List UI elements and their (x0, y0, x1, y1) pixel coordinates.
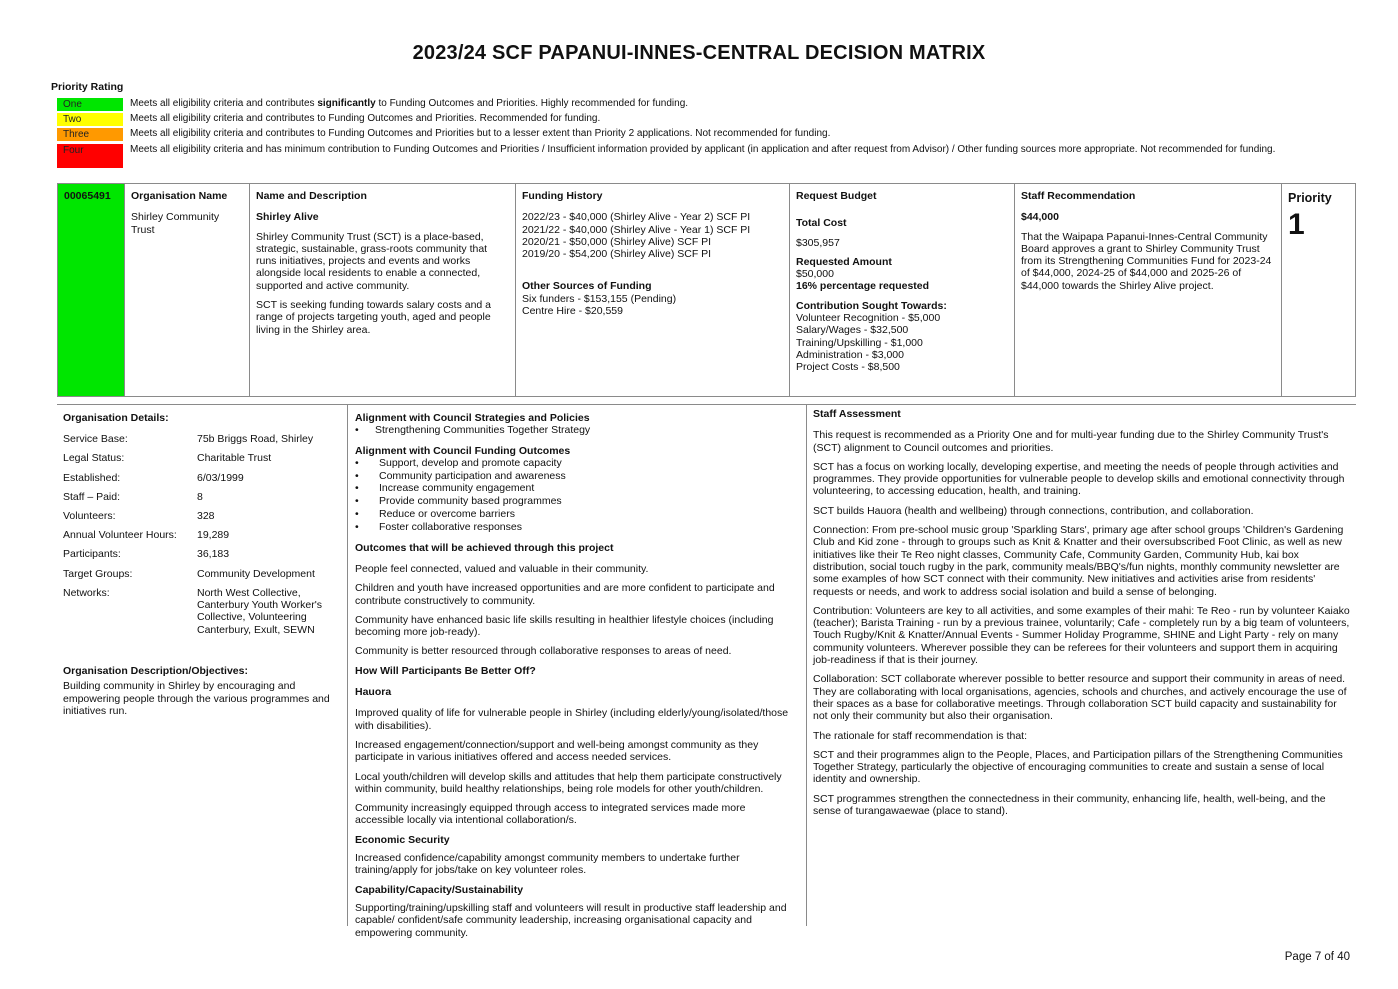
application-table (57, 183, 1356, 397)
achieved-item: Community have enhanced basic life skills resulting in healthier lifestyle choices (including becoming more job-ready). (355, 613, 774, 639)
org-detail-row (63, 587, 341, 636)
project-desc-2: SCT is seeking funding towards salary costs and a range of projects targeting youth, aged and people living in the Shirley area. (256, 299, 492, 336)
contribution-header: Contribution Sought Towards: (796, 299, 947, 312)
detail-key: Service Base: (63, 433, 128, 446)
column-divider (806, 404, 807, 926)
strategies-header: Alignment with Council Strategies and Policies (355, 412, 590, 424)
outcome-item: • Provide community based programmes (355, 495, 797, 508)
org-detail-row (63, 452, 341, 471)
funding-history-cell (516, 184, 790, 396)
request-budget-header: Request Budget (796, 190, 877, 202)
hauora-item: Improved quality of life for vulnerable people in Shirley (including elderly/young/isolated/those with disabilities). (355, 707, 789, 732)
assessment-paragraph: SCT and their programmes align to the People, Places, and Participation pillars of the Strengthening Communities Together Strategy, particularly the objective of encouraging communities to create and sustain a sense of local identity and ownership. (813, 748, 1343, 786)
priority-row-one (57, 98, 1317, 111)
staff-rec-cell (1015, 184, 1282, 396)
strategy-item: • Strengthening Communities Together Strategy (355, 424, 797, 436)
org-details-header: Organisation Details: (63, 412, 169, 424)
percentage-requested: 16% percentage requested (796, 280, 930, 293)
org-desc-header: Organisation Description/Objectives: (63, 664, 248, 677)
org-name-header: Organisation Name (131, 190, 228, 202)
contribution-item: Volunteer Recognition - $5,000 (796, 312, 941, 325)
detail-value: Charitable Trust (197, 452, 272, 465)
column-divider (347, 404, 348, 926)
staff-assessment-section (813, 408, 1351, 824)
priority-swatch-two: Two (57, 113, 123, 126)
assessment-paragraph: The rationale for staff recommendation is that: (813, 729, 1027, 742)
assessment-paragraph: Contribution: Volunteers are key to all activities, and some examples of their mahi: Te Reo - run by volunteer Kaiako (teacher); Barista Training - run by a previous trainee, voluntarily; Cafe - completely run by a big team of volunteers, Touch Rugby/Knit & Knatter/Annual Events - Summer Holiday Programme, SHINE and Light Party - rely on many community volunteers. Wherever possible they can be referees for their volunteers and support them in acquiring job-readiness if that is their journey. (813, 604, 1350, 667)
assessment-paragraph: SCT programmes strengthen the connectedness in their community, enhancing life, health, well-being, and the sense of turangawaewae (place to stand). (813, 792, 1326, 818)
priority-swatch-one: One (57, 98, 123, 111)
priority-swatch-three: Three (57, 128, 123, 141)
page-title: 2023/24 SCF PAPANUI-INNES-CENTRAL DECISION MATRIX (412, 42, 986, 64)
achieved-item: Community is better resourced through collaborative responses to areas of need. (355, 645, 732, 658)
org-name: Shirley Community Trust (131, 211, 220, 236)
name-desc-cell (250, 184, 516, 396)
staff-rec-text: That the Waipapa Papanui-Innes-Central Community Board approves a grant to Shirley Community Trust from its Strengthening Communities Fund for 2023-24 of $44,000, 2024-25 of $44,000 and 2025-26 of $44,000 towards the Shirley Alive project. (1021, 230, 1272, 292)
detail-key: Established: (63, 471, 121, 484)
better-off-header: How Will Participants Be Better Off? (355, 664, 536, 677)
assessment-paragraph: SCT has a focus on working locally, developing expertise, and meeting the needs of people through activities and programmes. They provide opportunities for vulnerable people to develop skills and emotional connectivity through volunteering, to accessing education, health, and training. (813, 460, 1345, 498)
hauora-header: Hauora (355, 686, 392, 699)
application-id-cell (58, 184, 125, 396)
priority-rating-heading: Priority Rating (51, 81, 124, 93)
staff-rec-amount: $44,000 (1021, 211, 1059, 224)
achieved-header: Outcomes that will be achieved through this project (355, 541, 614, 554)
outcome-item: • Community participation and awareness (355, 470, 797, 483)
requested-amount-value: $50,000 (796, 268, 834, 281)
economic-text: Increased confidence/capability amongst community members to undertake further training/apply for jobs/take on key volunteer roles. (355, 852, 740, 877)
name-desc-header: Name and Description (256, 190, 367, 202)
other-source-item: Six funders - $153,155 (Pending) (522, 292, 677, 305)
funding-history-item: 2019/20 - $54,200 (Shirley Alive) SCF PI (522, 248, 712, 261)
assessment-paragraph: SCT builds Hauora (health and wellbeing) through connections, contribution, and collaboration. (813, 504, 1254, 517)
contribution-item: Project Costs - $8,500 (796, 361, 900, 374)
funding-history-item: 2022/23 - $40,000 (Shirley Alive - Year 2) SCF PI (522, 211, 751, 224)
contribution-item: Administration - $3,000 (796, 348, 904, 361)
alignment-section (355, 412, 797, 939)
detail-value: 36,183 (197, 548, 230, 561)
org-name-cell (125, 184, 250, 396)
detail-key: Staff – Paid: (63, 490, 121, 503)
detail-key: Networks: (63, 586, 110, 599)
org-detail-row (63, 548, 341, 567)
other-source-item: Centre Hire - $20,559 (522, 305, 623, 318)
requested-amount-label: Requested Amount (796, 255, 892, 268)
strategies-list (355, 424, 797, 436)
project-desc-1: Shirley Community Trust (SCT) is a place-based, strategic, sustainable, grass-roots community that runs initiatives, projects and events and works alongside local residents to enable a connected, supported and active community. (256, 230, 488, 292)
application-id: 00065491 (64, 190, 111, 202)
detail-key: Volunteers: (63, 510, 116, 523)
detail-key: Participants: (63, 548, 121, 561)
priority-desc-three: Meets all eligibility criteria and contributes to Funding Outcomes and Priorities but to a lesser extent than Priority 2 applications. Not recommended for funding. (130, 128, 831, 139)
capability-text: Supporting/training/upskilling staff and volunteers will result in productive staff leadership and capable/ confident/safe community leadership, increasing organisational capacity and empowering community. (355, 901, 787, 939)
outcome-item: • Increase community engagement (355, 482, 797, 495)
outcome-item: • Reduce or overcome barriers (355, 508, 797, 521)
org-detail-row (63, 472, 341, 491)
priority-desc-four: Meets all eligibility criteria and has minimum contribution to Funding Outcomes and Priorities / Insufficient information provided by applicant (in application and after request from Advisor) / Other funding sources more appropriate. Not recommended for funding. (130, 144, 1276, 155)
achieved-item: People feel connected, valued and valuable in their community. (355, 562, 649, 575)
staff-rec-header: Staff Recommendation (1021, 190, 1136, 202)
project-name: Shirley Alive (256, 211, 319, 224)
outcome-item: • Foster collaborative responses (355, 521, 797, 534)
detail-value: North West Collective, Canterbury Youth Worker's Collective, Volunteering Canterbury, Exult, SEWN (197, 586, 322, 636)
funding-history-item: 2021/22 - $40,000 (Shirley Alive - Year 1) SCF PI (522, 223, 751, 236)
capability-header: Capability/Capacity/Sustainability (355, 883, 524, 896)
hauora-item: Local youth/children will develop skills and attitudes that help them participate constructively within community, build healthy relationships, being role models for other youth/children. (355, 770, 782, 795)
economic-header: Economic Security (355, 833, 450, 846)
section-divider (57, 404, 1356, 405)
detail-value: 6/03/1999 (197, 471, 244, 484)
priority-desc-two: Meets all eligibility criteria and contributes to Funding Outcomes and Priorities. Recommended for funding. (130, 113, 601, 124)
funding-history-header: Funding History (522, 190, 603, 202)
org-desc: Building community in Shirley by encouraging and empowering people through the various programmes and initiatives run. (63, 680, 330, 717)
hauora-item: Community increasingly equipped through access to integrated services made more accessible locally via intentional collaboration/s. (355, 802, 746, 827)
hauora-item: Increased engagement/connection/support and well-being amongst community as they participate in various initiatives offered and access needed services. (355, 738, 759, 764)
priority-row-three (57, 128, 1317, 141)
priority-swatch-four: Four (57, 144, 123, 168)
outcomes-list (355, 457, 797, 534)
org-details-section (63, 412, 341, 717)
priority-header: Priority (1288, 191, 1332, 205)
detail-value: 328 (197, 510, 215, 523)
detail-value: 75b Briggs Road, Shirley (197, 433, 314, 446)
org-detail-row (63, 510, 341, 529)
outcomes-header: Alignment with Council Funding Outcomes (355, 444, 571, 457)
detail-key: Legal Status: (63, 452, 125, 465)
assessment-paragraph: This request is recommended as a Priority One and for multi-year funding due to the Shirley Community Trust's (SCT) alignment to Council outcomes and priorities. (813, 429, 1329, 454)
detail-value: 8 (197, 490, 203, 503)
outcome-item: • Support, develop and promote capacity (355, 457, 797, 470)
total-cost-label: Total Cost (796, 217, 847, 230)
detail-value: Community Development (197, 567, 315, 580)
priority-value: 1 (1288, 208, 1305, 242)
page-number: Page 7 of 40 (1284, 951, 1350, 963)
staff-assessment-header: Staff Assessment (813, 408, 901, 420)
priority-row-four (57, 144, 1317, 168)
contribution-item: Salary/Wages - $32,500 (796, 324, 909, 337)
priority-row-two (57, 113, 1317, 126)
other-sources-header: Other Sources of Funding (522, 280, 652, 293)
org-detail-row (63, 529, 341, 548)
priority-cell (1282, 184, 1355, 396)
total-cost-value: $305,957 (796, 236, 840, 249)
assessment-paragraph: Connection: From pre-school music group 'Sparkling Stars', primary age after school groups 'Children's Gardening Club and Kid zone - through to groups such as Knit & Knatter and their oversubscribed Foot Clinic, as well as new initiatives like their Te Reo night classes, Community Cafe, Community Garden, Community Hub, kai box distribution, social touch rugby in the park, community meals/BBQ's/fun nights, monthly community newsletter are some examples of how SCT connect with their community. New initiatives and activities arise from residents' requests or needs, and work to address social isolation and build a sense of belonging. (813, 524, 1344, 598)
contribution-item: Training/Upskilling - $1,000 (796, 336, 923, 349)
detail-key: Target Groups: (63, 567, 133, 580)
achieved-item: Children and youth have increased opportunities and are more confident to participate and contribute constructively to community. (355, 582, 775, 607)
funding-history-item: 2020/21 - $50,000 (Shirley Alive) SCF PI (522, 235, 712, 248)
detail-key: Annual Volunteer Hours: (63, 529, 177, 542)
priority-desc-one: Meets all eligibility criteria and contributes significantly to Funding Outcomes and Priorities. Highly recommended for funding. (130, 98, 689, 109)
request-budget-cell (790, 184, 1015, 396)
org-detail-row (63, 433, 341, 452)
detail-value: 19,289 (197, 529, 230, 542)
org-detail-row (63, 491, 341, 510)
org-detail-row (63, 568, 341, 587)
assessment-paragraph: Collaboration: SCT collaborate wherever possible to better resource and support their community in areas of need. They are collaborating with local organisations, agencies, schools and churches, and actively encourage the use of their spaces as a base for collaborative meetings. Through collaboration SCT build capacity and sustainability for not only their community but also their organisation. (813, 673, 1347, 723)
